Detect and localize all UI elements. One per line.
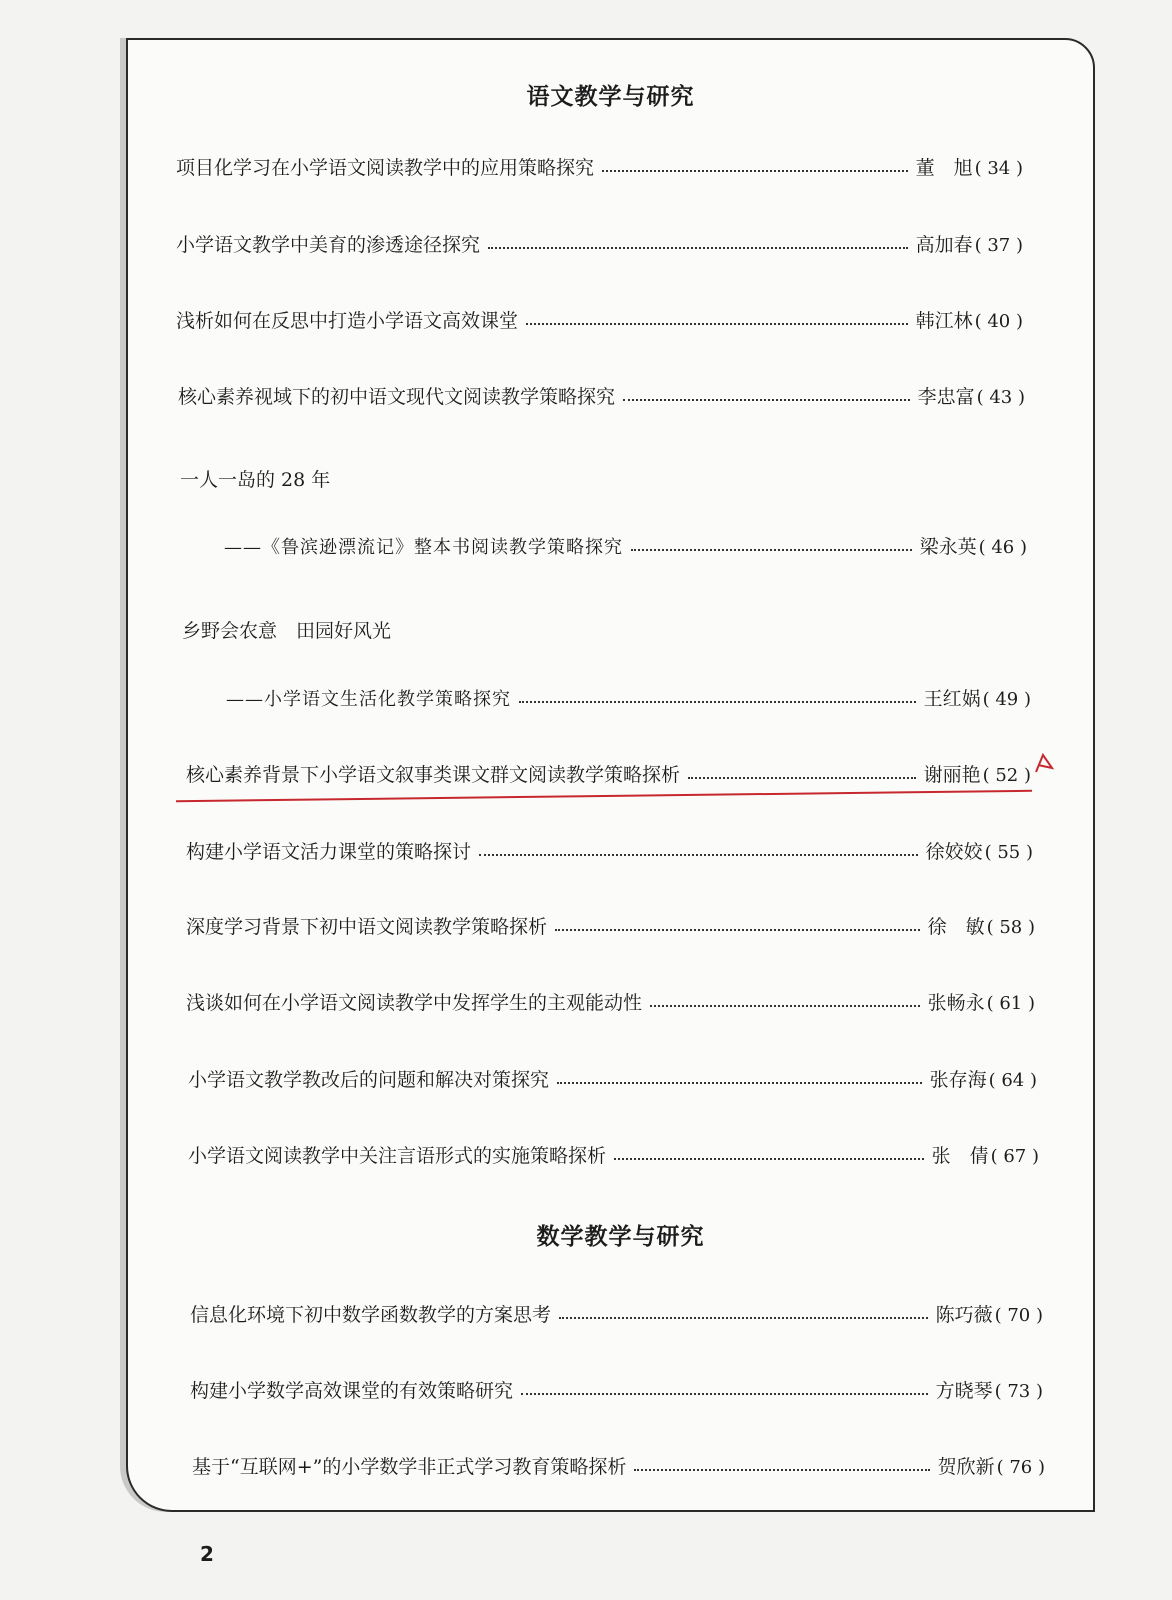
entry-title: 深度学习背景下初中语文阅读教学策略探析	[186, 916, 548, 938]
entry-page: ( 58 )	[986, 917, 1035, 938]
entry-title: 浅谈如何在小学语文阅读教学中发挥学生的主观能动性	[186, 992, 643, 1014]
dot-leader	[614, 1158, 924, 1160]
entry-author: 贺欣新	[937, 1456, 995, 1478]
entry-page: ( 43 )	[976, 387, 1025, 408]
dot-leader	[631, 549, 912, 551]
dot-leader	[526, 323, 908, 325]
entry-author: 韩江林	[915, 310, 973, 332]
entry-page: ( 70 )	[994, 1305, 1043, 1326]
section-title-math: 数学教学与研究	[536, 1224, 705, 1250]
toc-entry[interactable]	[192, 1452, 1045, 1479]
dot-leader	[650, 1005, 920, 1007]
toc-entry[interactable]	[186, 988, 1035, 1015]
entry-author: 梁永英	[919, 536, 977, 558]
entry-page: ( 46 )	[978, 537, 1027, 558]
entry-title: 基于“互联网+”的小学数学非正式学习教育策略探析	[192, 1456, 627, 1478]
toc-entry[interactable]	[188, 1141, 1039, 1168]
dot-leader	[602, 170, 908, 172]
entry-title: 核心素养背景下小学语文叙事类课文群文阅读教学策略探析	[186, 764, 681, 786]
toc-entry[interactable]	[224, 532, 1027, 559]
entry-title: 小学语文阅读教学中关注言语形式的实施策略探析	[188, 1145, 607, 1167]
entry-author: 高加春	[915, 234, 973, 256]
entry-page: ( 64 )	[988, 1070, 1037, 1091]
entry-author: 方晓琴	[935, 1380, 993, 1402]
toc-entry[interactable]	[186, 837, 1033, 864]
entry-author: 张存海	[929, 1069, 987, 1091]
dot-leader	[623, 399, 910, 401]
toc-entry[interactable]	[226, 684, 1031, 711]
entry-author: 徐 敏	[927, 916, 985, 938]
dot-leader	[688, 777, 916, 779]
entry-page: ( 49 )	[982, 689, 1031, 710]
red-pen-underline	[176, 790, 1032, 802]
toc-entry[interactable]	[186, 912, 1035, 939]
entry-subtitle: ——小学语文生活化教学策略探究	[226, 689, 511, 710]
entry-author: 张 倩	[931, 1145, 989, 1167]
entry-author: 董 旭	[915, 157, 973, 179]
entry-subtitle: ——《鲁滨逊漂流记》整本书阅读教学策略探究	[224, 537, 623, 558]
toc-entry[interactable]	[188, 1065, 1037, 1092]
dot-leader	[479, 854, 918, 856]
entry-title: 构建小学语文活力课堂的策略探讨	[186, 841, 472, 863]
dot-leader	[557, 1082, 922, 1084]
entry-author: 谢丽艳	[923, 764, 981, 786]
entry-title: 构建小学数学高效课堂的有效策略研究	[190, 1380, 514, 1402]
entry-author: 陈巧薇	[935, 1304, 993, 1326]
entry-author: 张畅永	[927, 992, 985, 1014]
toc-entry[interactable]	[176, 230, 1023, 257]
dot-leader	[488, 247, 908, 249]
entry-author: 徐姣姣	[925, 841, 983, 863]
entry-title: 小学语文教学教改后的问题和解决对策探究	[188, 1069, 550, 1091]
entry-title: 信息化环境下初中数学函数教学的方案思考	[190, 1304, 552, 1326]
entry-author: 王红娲	[923, 688, 981, 710]
toc-entry[interactable]	[190, 1376, 1043, 1403]
page-number: 2	[200, 1542, 214, 1566]
entry-page: ( 61 )	[986, 993, 1035, 1014]
toc-entry[interactable]	[176, 306, 1023, 333]
entry-author: 李忠富	[917, 386, 975, 408]
entry-page: ( 34 )	[974, 158, 1023, 179]
entry-page: ( 55 )	[984, 842, 1033, 863]
dot-leader	[559, 1317, 928, 1319]
toc-entry[interactable]	[190, 1300, 1043, 1327]
entry-title: 浅析如何在反思中打造小学语文高效课堂	[176, 310, 519, 332]
entry-page: ( 76 )	[996, 1457, 1045, 1478]
entry-page: ( 52 )	[982, 765, 1031, 786]
entry-title: 项目化学习在小学语文阅读教学中的应用策略探究	[176, 157, 595, 179]
dot-leader	[519, 701, 916, 703]
toc-entry-highlighted[interactable]	[186, 760, 1031, 787]
table-of-contents-page	[126, 38, 1095, 1512]
entry-page: ( 40 )	[974, 311, 1023, 332]
toc-entry[interactable]	[178, 382, 1025, 409]
dot-leader	[634, 1469, 929, 1471]
entry-main-title: 一人一岛的 28 年	[180, 469, 331, 491]
entry-main-title: 乡野会农意 田园好风光	[182, 620, 392, 642]
dot-leader	[555, 929, 920, 931]
entry-title: 小学语文教学中美育的渗透途径探究	[176, 234, 481, 256]
entry-page: ( 37 )	[974, 235, 1023, 256]
red-pen-check-icon	[1033, 752, 1055, 774]
entry-page: ( 67 )	[990, 1146, 1039, 1167]
dot-leader	[521, 1393, 928, 1395]
section-title-chinese: 语文教学与研究	[526, 84, 695, 110]
entry-page: ( 73 )	[994, 1381, 1043, 1402]
entry-title: 核心素养视域下的初中语文现代文阅读教学策略探究	[178, 386, 616, 408]
toc-entry[interactable]	[176, 153, 1023, 180]
